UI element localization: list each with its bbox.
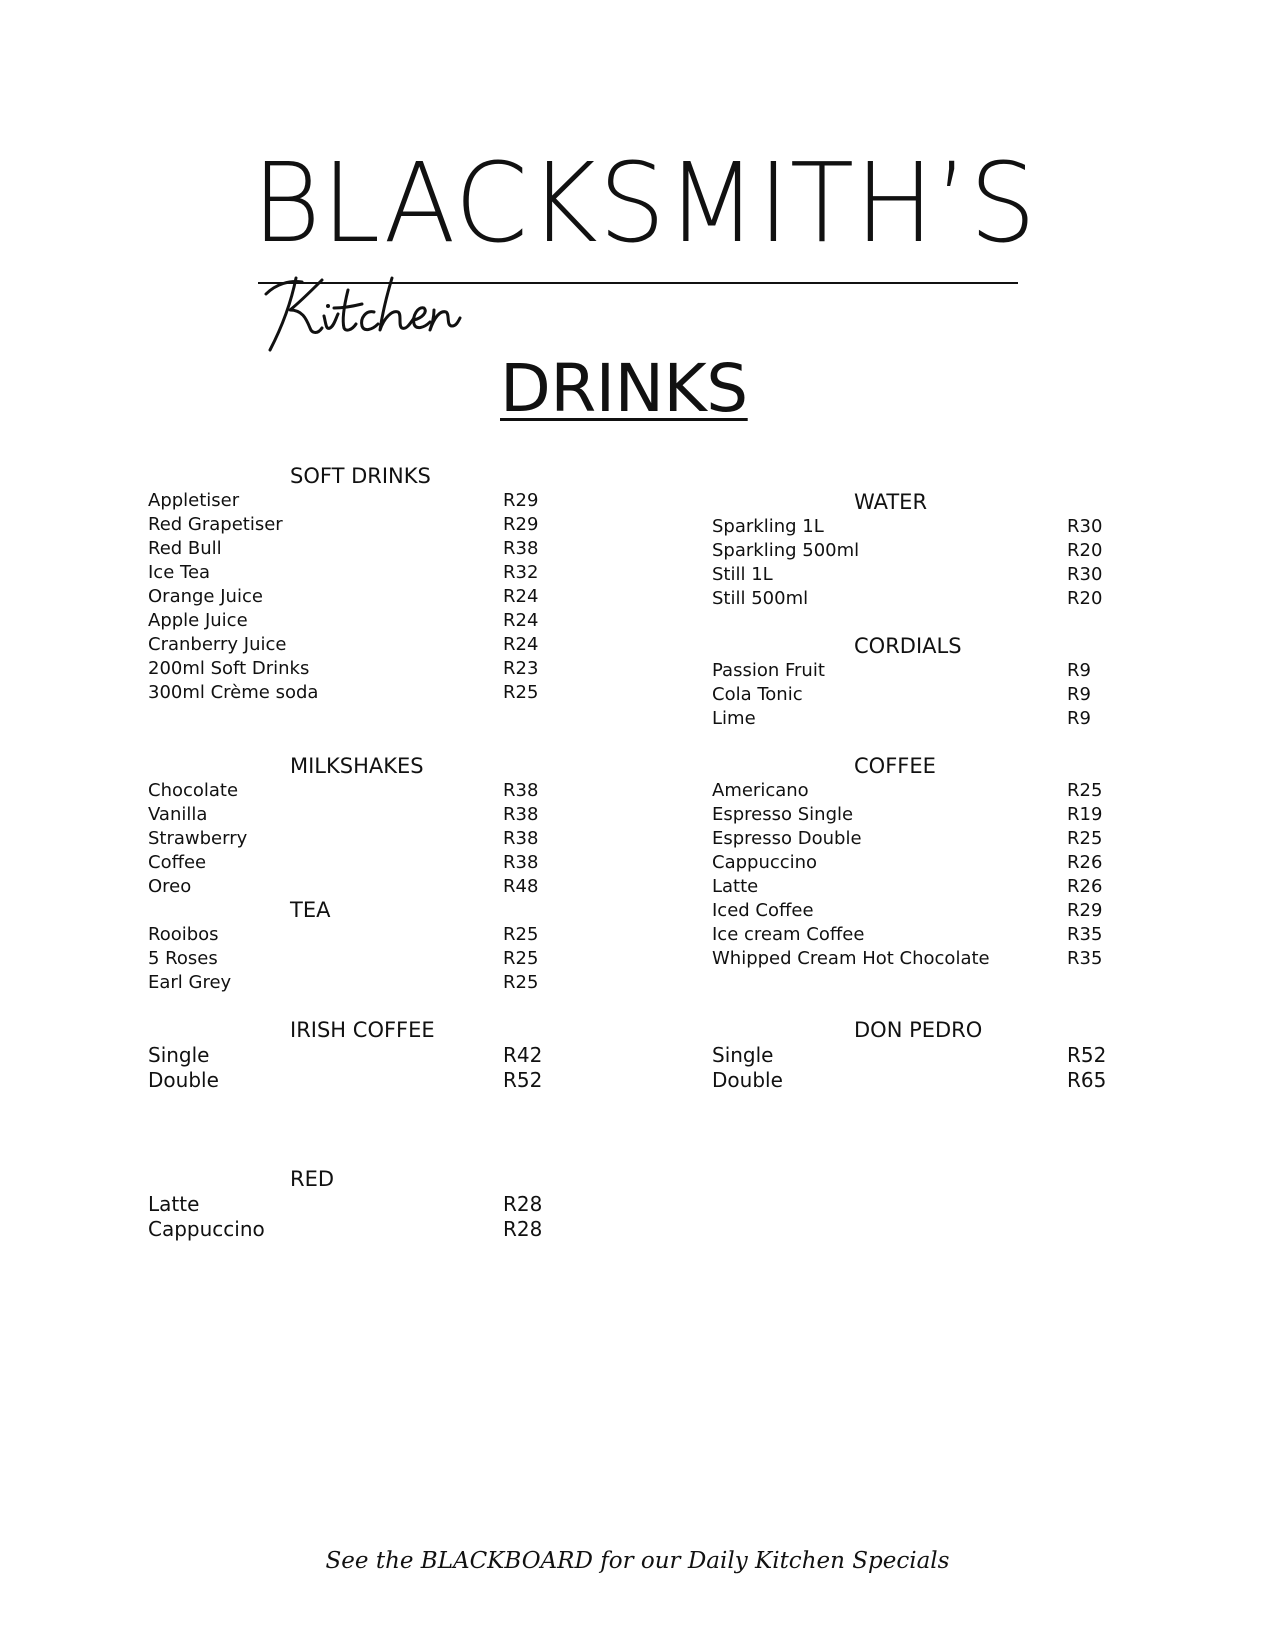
menu-item <box>148 827 563 851</box>
menu-item <box>148 537 563 561</box>
menu-item <box>712 707 1127 731</box>
menu-item <box>148 657 563 681</box>
menu-item <box>712 947 1127 971</box>
item-price: R52 <box>1067 1043 1107 1067</box>
menu-item <box>148 851 563 875</box>
item-price: R9 <box>1067 708 1091 729</box>
item-price: R25 <box>503 924 539 945</box>
item-price: R9 <box>1067 684 1091 705</box>
menu-item <box>148 489 563 513</box>
item-price: R38 <box>503 780 539 801</box>
item-price: R9 <box>1067 660 1091 681</box>
item-name: Iced Coffee <box>712 900 814 921</box>
item-price: R19 <box>1067 804 1103 825</box>
item-price: R29 <box>503 514 539 535</box>
item-price: R24 <box>503 610 539 631</box>
menu-item <box>712 899 1127 923</box>
menu-item <box>712 1043 1127 1068</box>
menu-item <box>712 515 1127 539</box>
menu-item <box>148 1068 563 1093</box>
item-price: R26 <box>1067 876 1103 897</box>
coffee-section <box>712 754 1127 971</box>
section-title: TEA <box>290 898 331 922</box>
item-name: Ice Tea <box>148 562 211 583</box>
item-price: R29 <box>503 490 539 511</box>
menu-item <box>712 683 1127 707</box>
cordials-section <box>712 634 1127 731</box>
menu-item <box>148 1043 563 1068</box>
menu-item <box>148 609 563 633</box>
item-price: R20 <box>1067 540 1103 561</box>
milkshakes-section <box>148 754 563 899</box>
item-name: Espresso Double <box>712 828 862 849</box>
item-name: Orange Juice <box>148 586 263 607</box>
item-price: R30 <box>1067 564 1103 585</box>
item-price: R20 <box>1067 588 1103 609</box>
item-name: Cranberry Juice <box>148 634 287 655</box>
item-name: Double <box>712 1068 783 1092</box>
menu-item <box>148 585 563 609</box>
item-name: Espresso Single <box>712 804 854 825</box>
item-price: R24 <box>503 634 539 655</box>
item-price: R25 <box>1067 780 1103 801</box>
section-title: SOFT DRINKS <box>290 464 431 488</box>
irish-coffee-section <box>148 1018 563 1093</box>
menu-item <box>148 513 563 537</box>
item-name: Red Grapetiser <box>148 514 283 535</box>
item-price: R38 <box>503 852 539 873</box>
menu-item <box>712 875 1127 899</box>
item-price: R26 <box>1067 852 1103 873</box>
item-price: R38 <box>503 538 539 559</box>
page-title: DRINKS <box>500 350 748 427</box>
item-name: Single <box>148 1043 210 1067</box>
item-name: Single <box>712 1043 774 1067</box>
item-name: Earl Grey <box>148 972 232 993</box>
menu-item <box>712 779 1127 803</box>
menu-item <box>148 1192 563 1217</box>
item-price: R25 <box>1067 828 1103 849</box>
item-name: Passion Fruit <box>712 660 825 681</box>
tea-section <box>148 898 563 995</box>
item-name: Ice cream Coffee <box>712 924 865 945</box>
item-name: Vanilla <box>148 804 208 825</box>
item-name: Appletiser <box>148 490 240 511</box>
soft-drinks-section <box>148 464 563 705</box>
menu-item <box>148 971 563 995</box>
kitchen-script-logo <box>262 268 462 356</box>
item-name: Double <box>148 1068 219 1092</box>
item-name: Latte <box>712 876 759 897</box>
menu-item <box>148 1217 563 1242</box>
item-name: Lime <box>712 708 756 729</box>
section-title: RED <box>290 1167 335 1191</box>
item-name: Coffee <box>148 852 207 873</box>
item-name: Chocolate <box>148 780 239 801</box>
item-price: R38 <box>503 828 539 849</box>
section-title: COFFEE <box>854 754 936 778</box>
item-name: Cappuccino <box>712 852 818 873</box>
item-price: R32 <box>503 562 539 583</box>
menu-item <box>712 659 1127 683</box>
item-price: R29 <box>1067 900 1103 921</box>
section-title: DON PEDRO <box>854 1018 983 1042</box>
item-name: Latte <box>148 1192 200 1216</box>
menu-item <box>148 681 563 705</box>
item-price: R25 <box>503 972 539 993</box>
item-price: R23 <box>503 658 539 679</box>
item-price: R52 <box>503 1068 543 1092</box>
item-name: 300ml Crème soda <box>148 682 319 703</box>
water-section <box>712 490 1127 611</box>
item-price: R30 <box>1067 516 1103 537</box>
item-name: Americano <box>712 780 809 801</box>
item-price: R65 <box>1067 1068 1107 1092</box>
footer-note: See the BLACKBOARD for our Daily Kitchen Specials <box>325 1548 950 1574</box>
item-price: R28 <box>503 1217 543 1241</box>
item-name: Still 1L <box>712 564 773 585</box>
item-name: 200ml Soft Drinks <box>148 658 310 679</box>
menu-item <box>712 827 1127 851</box>
item-name: Rooibos <box>148 924 219 945</box>
item-price: R25 <box>503 682 539 703</box>
item-name: Sparkling 500ml <box>712 540 860 561</box>
menu-item <box>712 1068 1127 1093</box>
menu-item <box>148 923 563 947</box>
item-price: R48 <box>503 876 539 897</box>
item-price: R38 <box>503 804 539 825</box>
item-name: Oreo <box>148 876 192 897</box>
item-price: R42 <box>503 1043 543 1067</box>
item-name: Sparkling 1L <box>712 516 824 537</box>
section-title: IRISH COFFEE <box>290 1018 435 1042</box>
menu-item <box>148 875 563 899</box>
menu-item <box>712 803 1127 827</box>
menu-item <box>148 803 563 827</box>
item-price: R28 <box>503 1192 543 1216</box>
don-pedro-section <box>712 1018 1127 1093</box>
section-title: CORDIALS <box>854 634 962 658</box>
item-name: Strawberry <box>148 828 248 849</box>
item-name: 5 Roses <box>148 948 218 969</box>
item-price: R35 <box>1067 924 1103 945</box>
item-price: R25 <box>503 948 539 969</box>
item-name: Cappuccino <box>148 1217 265 1241</box>
menu-item <box>712 923 1127 947</box>
menu-item <box>712 587 1127 611</box>
item-name: Red Bull <box>148 538 222 559</box>
brand-name: BLACKSMITH’S <box>252 139 1037 267</box>
menu-item <box>148 947 563 971</box>
menu-item <box>148 779 563 803</box>
menu-item <box>712 851 1127 875</box>
menu-item <box>148 633 563 657</box>
menu-item <box>148 561 563 585</box>
menu-item <box>712 563 1127 587</box>
item-name: Apple Juice <box>148 610 248 631</box>
item-price: R35 <box>1067 948 1103 969</box>
item-name: Still 500ml <box>712 588 809 609</box>
section-title: WATER <box>854 490 928 514</box>
red-section <box>148 1167 563 1242</box>
item-name: Whipped Cream Hot Chocolate <box>712 948 990 969</box>
item-name: Cola Tonic <box>712 684 803 705</box>
item-price: R24 <box>503 586 539 607</box>
menu-item <box>712 539 1127 563</box>
section-title: MILKSHAKES <box>290 754 424 778</box>
